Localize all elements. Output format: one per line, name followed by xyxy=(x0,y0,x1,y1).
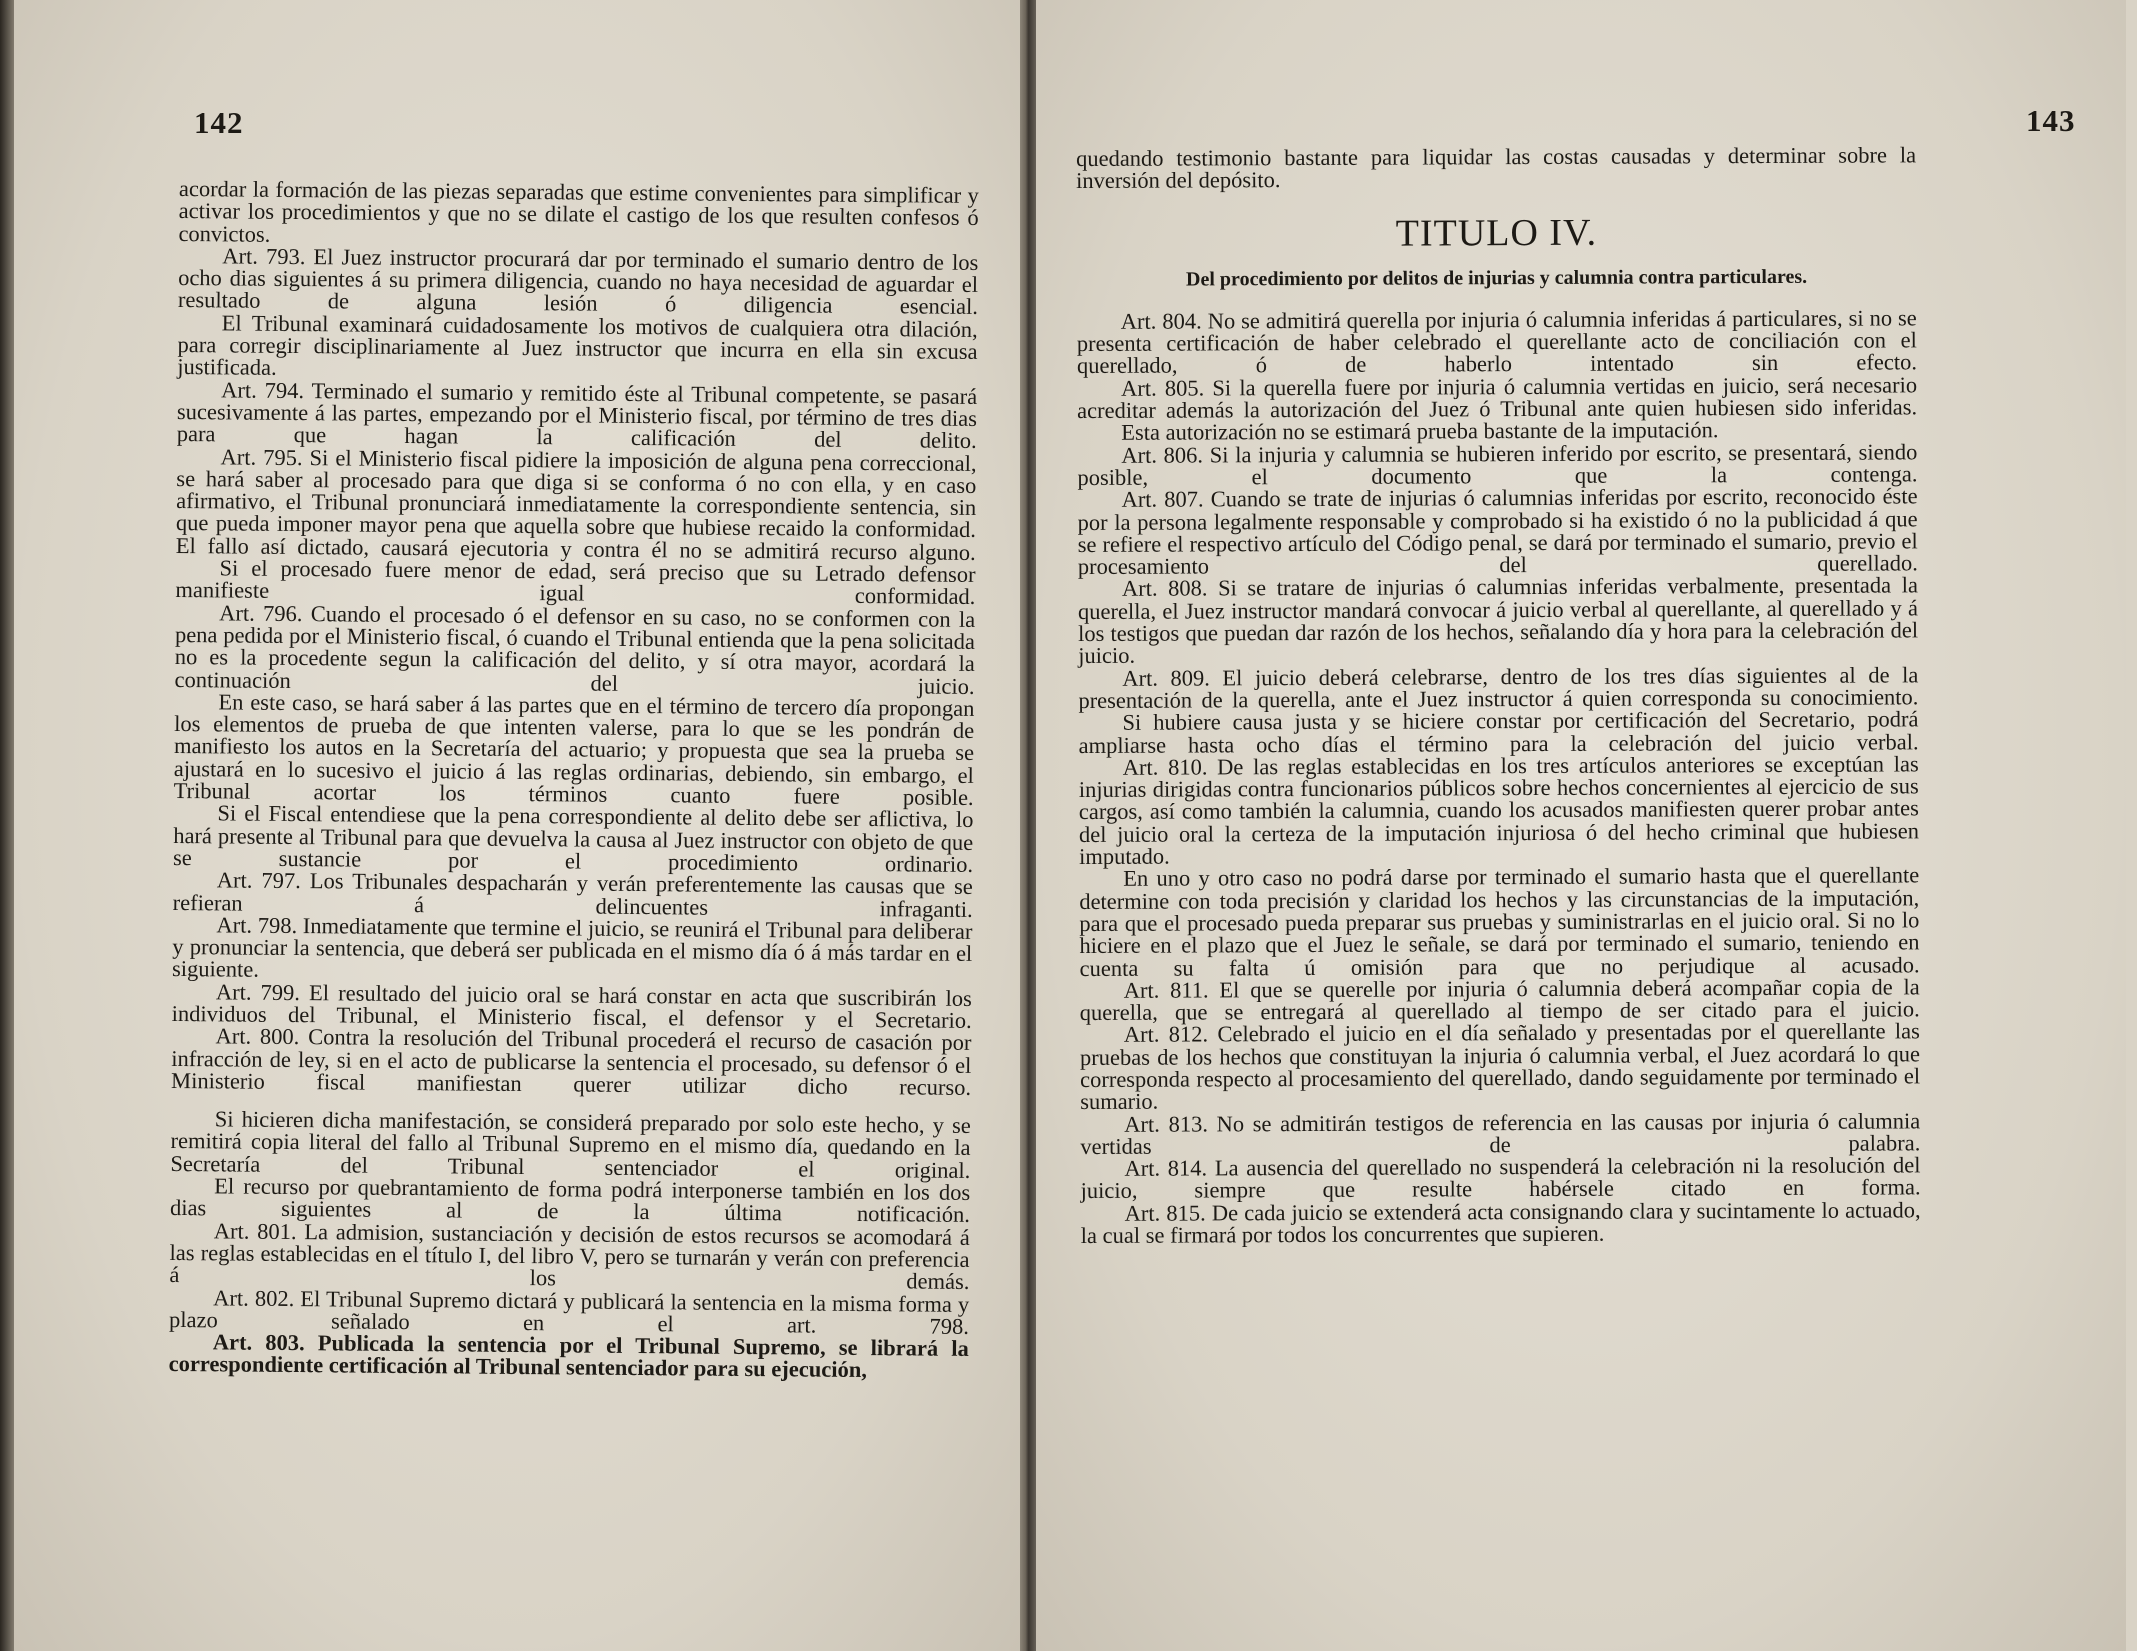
paragraph: Art. 808. Si se tratare de injurias ó calumnias inferidas verbalmente, presentada la querella, el Juez instructor mandará convocar á juicio verbal al querellante, al querellado y á los testigos que puedan dar razón de los hechos, señalando día y hora para la celebración del juicio. xyxy=(1077,572,1919,669)
paragraph: El Tribunal examinará cuidadosamente los motivos de cualquiera otra dilación, para corregir disciplinariamente al Juez instructor que incurra en ella sin excusa justificada. xyxy=(177,310,978,381)
paragraph: Art. 796. Cuando el procesado ó el defensor en su caso, no se conformen con la pena pedida por el Ministerio fiscal, ó cuando el Tribunal entienda que la pena solicitada no es la procedente segun la calificación del delito, y sí otra mayor, acordará la continuación del juicio. xyxy=(174,600,976,699)
paragraph: Art. 801. La admision, sustanciación y decisión de estos recursos se acomodará á las reglas establecidas en el título I, del libro V, pero se turnarán y verán con preferencia á los demás. xyxy=(169,1218,970,1295)
paragraph: Art. 815. De cada juicio se extenderá acta consignando clara y sucintamente lo actuado, la cual se firmará por todos los concurrentes que supieren. xyxy=(1080,1197,1921,1249)
paragraph: Si hicieren dicha manifestación, se considerá preparado por solo este hecho, y se remitirá copia literal del fallo al Tribunal Supremo en el mismo día, quedando en la Secretaría del Tribunal sentenciador el original. xyxy=(170,1106,971,1183)
paragraph: Art. 805. Si la querella fuere por injuria ó calumnia vertidas en juicio, será necesario acreditar además la autorización del Juez ó Tribunal ante quien hubiesen sido inferidas. xyxy=(1077,372,1918,424)
paragraph: Si el procesado fuere menor de edad, será preciso que su Letrado defensor manifieste igual conformidad. xyxy=(175,555,976,610)
paragraph: Si el Fiscal entendiese que la pena correspondiente al delito debe ser aflictiva, lo hará presente al Tribunal para que devuelva la causa al Juez instructor con objeto de que se sustancie por el procedimiento ordinario. xyxy=(172,800,974,877)
paragraph: Art. 810. De las reglas establecidas en los tres artículos anteriores se exceptúan las injurias dirigidas contra funcionarios públicos sobre hechos concernientes al ejercicio de sus cargos, así como también la calumnia, cuando los acusados manifiesten querer probar antes del juicio oral la certeza de la imputación injuriosa ó del hecho criminal que hubiesen imputado. xyxy=(1078,751,1920,870)
paragraph: Art. 802. El Tribunal Supremo dictará y publicará la sentencia en la misma forma y plazo señalado en el art. 798. xyxy=(168,1284,970,1339)
paragraph: acordar la formación de las piezas separadas que estime convenientes para simplificar y activar los procedimientos y que no se dilate el castigo de los que resulten confesos ó convictos. xyxy=(178,176,979,247)
section-subtitle: Del procedimiento por delitos de injurias y calumnia contra particulares. xyxy=(1185,265,1808,291)
paragraph: Art. 811. El que se querelle por injuria ó calumnia deberá acompañar copia de la querella, que se entregará al querellado al tiempo de ser citado para el juicio. xyxy=(1079,974,1920,1026)
page-text xyxy=(1076,144,1921,1247)
paragraph: Art. 806. Si la injuria y calumnia se hubieren inferido por escrito, se presentará, siendo posible, el documento que la contenga. xyxy=(1077,439,1918,490)
paragraph: Art. 804. No se admitirá querella por injuria ó calumnia inferidas á particulares, si no se presenta certificación de haber celebrado el querellante acto de conciliación con el querellado, ó de haberlo intentado sin efecto. xyxy=(1076,305,1917,379)
paragraph: Art. 799. El resultado del juicio oral se hará constar en acta que suscribirán los individuos del Tribunal, el Ministerio fiscal, el defensor y el Secretario. xyxy=(171,979,972,1033)
page-text xyxy=(169,178,979,1383)
paragraph: Art. 793. El Juez instructor procurará dar por terminado el sumario dentro de los ocho dias siguientes á su primera diligencia, cuando no haya necesidad de aguardar el resultado de alguna lesión ó diligencia esencial. xyxy=(177,243,979,320)
paragraph: Art. 794. Terminado el sumario y remitido éste al Tribunal competente, se pasará sucesivamente á las partes, empezando por el Ministerio fiscal, por término de tres dias para que hagan la calificación del delito. xyxy=(176,377,978,454)
left-page xyxy=(14,0,1020,1651)
opening-paragraph: quedando testimonio bastante para liquidar las costas causadas y determinar sobre la inversión del depósito. xyxy=(1075,142,1917,194)
page-number: 142 xyxy=(194,105,244,140)
paragraph: En este caso, se hará saber á las partes que en el término de tercero día propongan los elementos de prueba de que intenten valerse, para lo que se les pondrán de manifiesto los autos en la Secretaría del actuario; y propuesta que sea la prueba se ajustará en lo sucesivo el juicio á las reglas ordinarias, debiendo, sin embargo, el Tribunal acortar los términos cuanto fuere posible. xyxy=(173,689,975,810)
paragraph: El recurso por quebrantamiento de forma podrá interponerse también en los dos dias siguientes al de la última notificación. xyxy=(169,1173,971,1228)
paragraph: Art. 798. Inmediatamente que termine el juicio, se reunirá el Tribunal para deliberar y pronunciar la sentencia, que deberá ser publicada en el mismo día ó á más tardar en el siguiente. xyxy=(171,912,973,983)
paragraph: Art. 797. Los Tribunales despacharán y verán preferentemente las causas que se refieran á delincuentes infraganti. xyxy=(172,867,973,922)
paragraph: Art. 809. El juicio deberá celebrarse, dentro de los tres días siguientes al de la presentación de la querella, ante el Juez instructor á quien corresponda su conocimiento. xyxy=(1078,661,1919,713)
paragraph: Art. 807. Cuando se trate de injurias ó calumnias inferidas por escrito, reconocido éste por la persona legalmente responsable y comprobado si ha existido ó no la publicidad á que se refiere el respectivo artículo del Código penal, se dará por terminado el sumario, previo el procesamiento del querellado. xyxy=(1077,483,1918,580)
page-number: 143 xyxy=(2026,103,2076,138)
paragraph: Art. 795. Si el Ministerio fiscal pidiere la imposición de alguna pena correccional, se hará saber al procesado para que diga si se conforma ó no con ella, y en caso afirmativo, el Tribunal pronunciará inmediatamente la correspondiente sentencia, sin que pueda imponer mayor pena que aquella sobre que hubiese recaido la conformidad. El fallo así dictado, causará ejecutoria y contra él no se admitirá recurso alguno. xyxy=(175,443,977,565)
paragraph: Art. 812. Celebrado el juicio en el día señalado y presentadas por el querellante las pruebas de los hechos que constituyan la injuria ó calumnia verbal, el Juez acordará lo que corresponda respecto al procesamiento del querellado, dando seguidamente por terminado el sumario. xyxy=(1079,1018,1921,1115)
paragraph: Art. 803. Publicada la sentencia por el Tribunal Supremo, se librará la correspondiente certificación al Tribunal sentenciador para su ejecución, xyxy=(168,1329,969,1383)
paragraph: Art. 813. No se admitirán testigos de referencia en las causas por injuria ó calumnia vertidas de palabra. xyxy=(1080,1107,1921,1159)
paragraph: Esta autorización no se estimará prueba bastante de la imputación. xyxy=(1121,417,1719,446)
right-page xyxy=(1036,0,2126,1651)
paragraph: Art. 800. Contra la resolución del Tribunal procederá el recurso de casación por infracción de ley, si en el acto de publicarse la sentencia el procesado, su defensor ó el Ministerio fiscal manifiestan querer utilizar dicho recurso. xyxy=(171,1023,972,1100)
paragraph: Art. 814. La ausencia del querellado no suspenderá la celebración ni la resolución del juicio, siempre que resulte habérsele citado en forma. xyxy=(1080,1152,1921,1204)
paragraph: Si hubiere causa justa y se hiciere constar por certificación del Secretario, podrá ampliarse hasta ocho días el término para la celebración del juicio verbal. xyxy=(1078,706,1919,758)
section-title: TITULO IV. xyxy=(1395,211,1598,255)
paragraph: En uno y otro caso no podrá darse por terminado el sumario hasta que el querellante determine con toda precisión y claridad los hechos y las circunstancias de la imputación, para que el procesado pueda preparar sus pruebas y suministrarlas en el juicio oral. Si no lo hiciere en el plazo que el Juez le señale, se dará por terminado el sumario, teniendo en cuenta su falta ú omisión para que no perjudique al acusado. xyxy=(1079,862,1920,981)
